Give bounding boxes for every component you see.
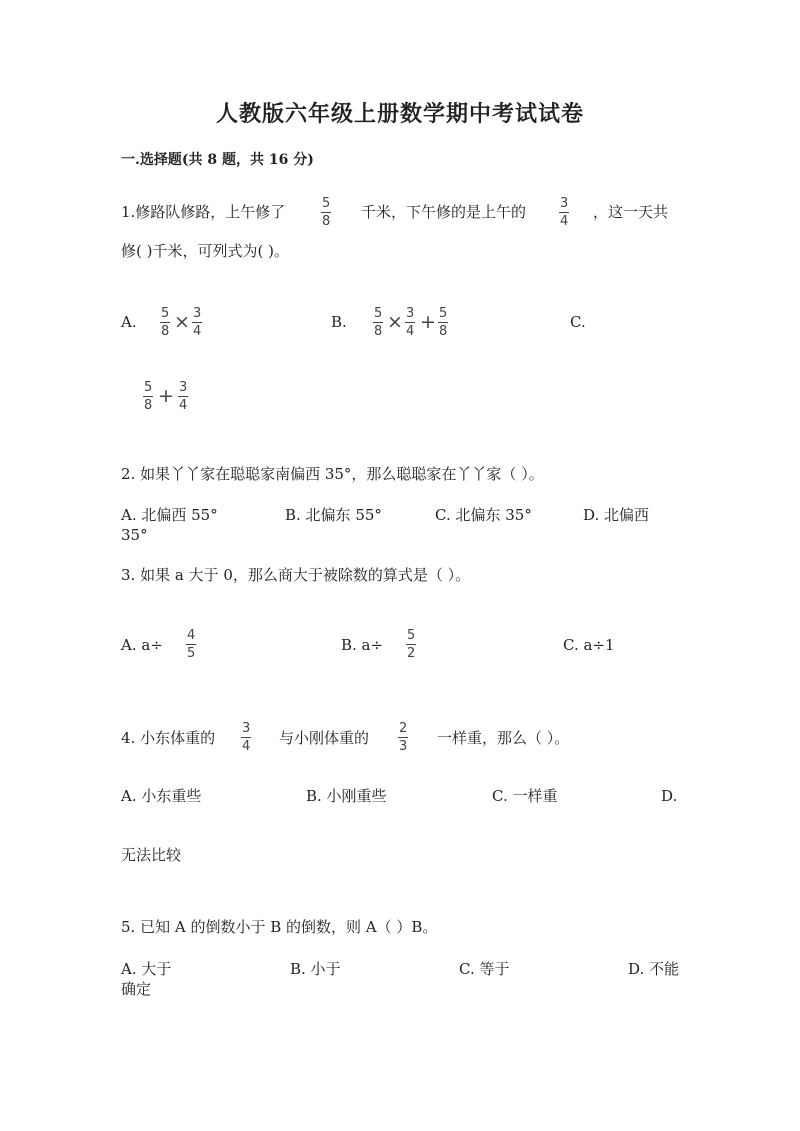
q1-option-b-fraction3: [438, 306, 448, 339]
denominator: 4: [193, 324, 202, 339]
q1-option-a-fraction2: [192, 306, 202, 339]
denominator: 4: [406, 324, 415, 339]
q4-option-d-continued: 无法比较: [121, 846, 182, 864]
denominator: 8: [144, 398, 153, 413]
numerator: 5: [161, 306, 170, 321]
numerator: 5: [439, 306, 448, 321]
q3-option-a: A. a÷: [121, 636, 163, 654]
fraction-bar: [143, 396, 153, 397]
denominator: 4: [179, 398, 188, 413]
q2-option-b: B. 北偏东 55°: [285, 506, 382, 524]
q1-text-line2: 修( )千米，可列式为( )。: [121, 242, 289, 260]
plus-operator: +: [420, 311, 436, 333]
fraction-bar: [241, 737, 251, 738]
denominator: 3: [399, 739, 408, 754]
numerator: 4: [187, 628, 196, 643]
numerator: 5: [407, 628, 416, 643]
fraction-bar: [192, 322, 202, 323]
numerator: 3: [179, 380, 188, 395]
denominator: 8: [374, 324, 383, 339]
numerator: 5: [144, 380, 153, 395]
fraction-bar: [398, 737, 408, 738]
q1-fraction-3-4: [559, 196, 569, 229]
q4-option-c: C. 一样重: [492, 787, 558, 805]
q1-option-c-label: C.: [570, 313, 586, 331]
q5-option-c: C. 等于: [459, 960, 510, 978]
q1-option-b-fraction1: [373, 306, 383, 339]
q5-option-d-continued: 确定: [121, 980, 152, 998]
q5-option-a: A. 大于: [121, 960, 172, 978]
fraction-bar: [373, 322, 383, 323]
numerator: 3: [560, 196, 569, 211]
fraction-bar: [406, 644, 416, 645]
fraction-bar: [321, 212, 331, 213]
q1-text-part2: 千米，下午修的是上午的: [361, 203, 527, 221]
q4-fraction-2-3: [398, 721, 408, 754]
q5-text: 5. 已知 A 的倒数小于 B 的倒数，则 A（ ）B。: [121, 918, 438, 936]
q4-option-a: A. 小东重些: [121, 787, 202, 805]
denominator: 4: [560, 214, 569, 229]
q1-text-part1: 1.修路队修路，上午修了: [121, 203, 286, 221]
q5-option-d: D. 不能: [628, 960, 680, 978]
q2-text: 2. 如果丫丫家在聪聪家南偏西 35°，那么聪聪家在丫丫家（ ）。: [121, 465, 544, 483]
q1-option-c-fraction2: [178, 380, 188, 413]
fraction-bar: [438, 322, 448, 323]
q1-text-part3: ，这一天共: [593, 203, 669, 221]
fraction-bar: [405, 322, 415, 323]
q2-option-d: D. 北偏西: [583, 506, 650, 524]
q3-text: 3. 如果 a 大于 0，那么商大于被除数的算式是（ ）。: [121, 566, 471, 584]
q2-option-a: A. 北偏西 55°: [121, 506, 218, 524]
q2-option-d-continued: 35°: [121, 526, 148, 544]
numerator: 5: [322, 196, 331, 211]
q3-option-a-fraction: [186, 628, 196, 661]
numerator: 3: [242, 721, 251, 736]
denominator: 8: [322, 214, 331, 229]
q4-option-d: D.: [661, 787, 678, 805]
q1-option-c-fraction1: [143, 380, 153, 413]
q3-option-b-fraction: [406, 628, 416, 661]
q1-fraction-5-8: [321, 196, 331, 229]
q3-option-b: B. a÷: [341, 636, 384, 654]
q1-option-a-fraction1: [160, 306, 170, 339]
numerator: 3: [406, 306, 415, 321]
page-title: 人教版六年级上册数学期中考试试卷: [215, 101, 584, 127]
numerator: 5: [374, 306, 383, 321]
multiply-operator: ×: [387, 311, 403, 333]
numerator: 3: [193, 306, 202, 321]
numerator: 2: [399, 721, 408, 736]
fraction-bar: [186, 644, 196, 645]
q4-text-part1: 4. 小东体重的: [121, 729, 216, 747]
q4-text-part2: 与小刚体重的: [279, 729, 370, 747]
q1-option-a-label: A.: [121, 313, 137, 331]
fraction-bar: [178, 396, 188, 397]
q4-option-b: B. 小刚重些: [306, 787, 387, 805]
q1-option-b-label: B.: [331, 313, 347, 331]
q5-option-b: B. 小于: [290, 960, 341, 978]
denominator: 8: [439, 324, 448, 339]
q2-option-c: C. 北偏东 35°: [435, 506, 532, 524]
section-heading: 一.选择题(共 8 题，共 16 分): [121, 152, 314, 168]
q4-fraction-3-4: [241, 721, 251, 754]
denominator: 2: [407, 646, 416, 661]
multiply-operator: ×: [174, 311, 190, 333]
denominator: 5: [187, 646, 196, 661]
denominator: 4: [242, 739, 251, 754]
plus-operator: +: [158, 385, 174, 407]
q4-text-part3: 一样重，那么（ ）。: [437, 729, 570, 747]
q1-option-b-fraction2: [405, 306, 415, 339]
q3-option-c: C. a÷1: [563, 636, 615, 654]
fraction-bar: [160, 322, 170, 323]
fraction-bar: [559, 212, 569, 213]
denominator: 8: [161, 324, 170, 339]
